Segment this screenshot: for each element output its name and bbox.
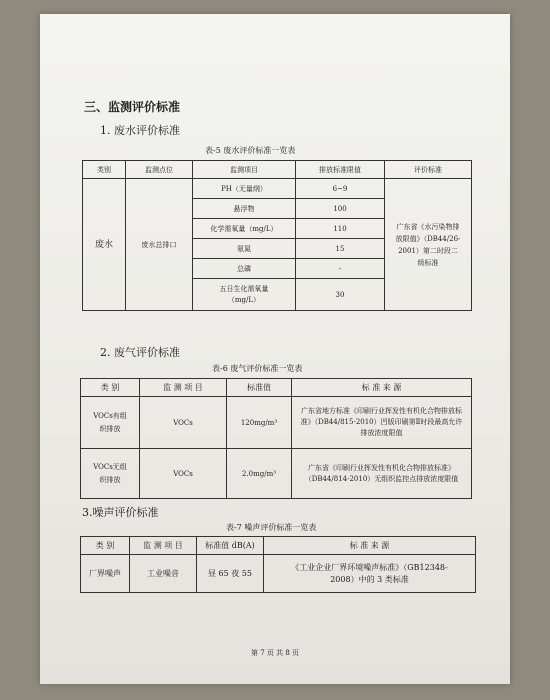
- monitoring-point-cell: 废水总排口: [126, 179, 193, 311]
- col-header: 类别: [83, 161, 126, 179]
- exhaust-gas-heading: 2. 废气评价标准: [100, 346, 180, 359]
- limit-cell: 6~9: [296, 179, 385, 199]
- wastewater-heading: 1. 废水评价标准: [100, 124, 180, 137]
- item-cell: 工业噪音: [130, 555, 197, 593]
- exhaust-gas-table: [80, 378, 472, 499]
- limit-cell: 30: [296, 279, 385, 311]
- section-title: 三、监测评价标准: [84, 100, 181, 114]
- table-header-row: [81, 379, 472, 397]
- limit-cell: 100: [296, 199, 385, 219]
- source-cell: 广东省地方标准《印刷行业挥发性有机化合物排放标准》（DB44/815-2010）凹版印刷第Ⅱ时段最高允许排放浓度限值: [292, 397, 472, 449]
- col-header: 评价标准: [385, 161, 472, 179]
- item-cell: 总磷: [193, 259, 296, 279]
- table-5-caption: 表-5 废水评价标准一览表: [205, 146, 296, 155]
- value-cell: 120mg/m³: [227, 397, 292, 449]
- noise-heading: 3.噪声评价标准: [82, 506, 159, 519]
- limit-cell: -: [296, 259, 385, 279]
- col-header: 标准值: [227, 379, 292, 397]
- table-row: [81, 555, 476, 593]
- item-cell: VOCs: [140, 449, 227, 499]
- item-cell: 悬浮物: [193, 199, 296, 219]
- table-header-row: [81, 537, 476, 555]
- item-cell: VOCs: [140, 397, 227, 449]
- category-cell: VOCs有组织排放: [81, 397, 140, 449]
- source-cell: 《工业企业厂界环境噪声标准》（GB12348-2008）中的 3 类标准: [264, 555, 476, 593]
- category-cell: 厂界噪声: [81, 555, 130, 593]
- limit-cell: 110: [296, 219, 385, 239]
- item-cell: PH（无量纲）: [193, 179, 296, 199]
- col-header: 监测项目: [193, 161, 296, 179]
- table-row: [81, 449, 472, 499]
- col-header: 监测点位: [126, 161, 193, 179]
- page-number: 第 7 页 共 8 页: [250, 649, 300, 657]
- col-header: 监 测 项 目: [130, 537, 197, 555]
- col-header: 标 准 来 源: [292, 379, 472, 397]
- noise-table: [80, 536, 476, 593]
- col-header: 类 别: [81, 537, 130, 555]
- category-cell: 废水: [83, 179, 126, 311]
- item-cell: 五日生化需氧量（mg/L）: [193, 279, 296, 311]
- table-7-caption: 表-7 噪声评价标准一览表: [226, 523, 317, 532]
- col-header: 类 别: [81, 379, 140, 397]
- source-cell: 广东省《印刷行业挥发性有机化合物排放标准》（DB44/814-2010）无组织监控点排放浓度限值: [292, 449, 472, 499]
- item-cell: 氨氮: [193, 239, 296, 259]
- value-cell: 昼 65 夜 55: [197, 555, 264, 593]
- col-header: 排放标准限值: [296, 161, 385, 179]
- value-cell: 2.0mg/m³: [227, 449, 292, 499]
- table-header-row: [83, 161, 472, 179]
- standard-cell: 广东省《水污染物排放限值》（DB44/26-2001）第二时段二级标准: [385, 179, 472, 311]
- document-page: [40, 14, 510, 684]
- wastewater-table: [82, 160, 472, 311]
- table-6-caption: 表-6 废气评价标准一览表: [212, 364, 303, 373]
- item-cell: 化学需氧量（mg/L）: [193, 219, 296, 239]
- category-cell: VOCs无组织排放: [81, 449, 140, 499]
- col-header: 标 准 来 源: [264, 537, 476, 555]
- table-row: [81, 397, 472, 449]
- table-row: [83, 179, 472, 199]
- limit-cell: 15: [296, 239, 385, 259]
- col-header: 监 测 项 目: [140, 379, 227, 397]
- col-header: 标准值 dB(A): [197, 537, 264, 555]
